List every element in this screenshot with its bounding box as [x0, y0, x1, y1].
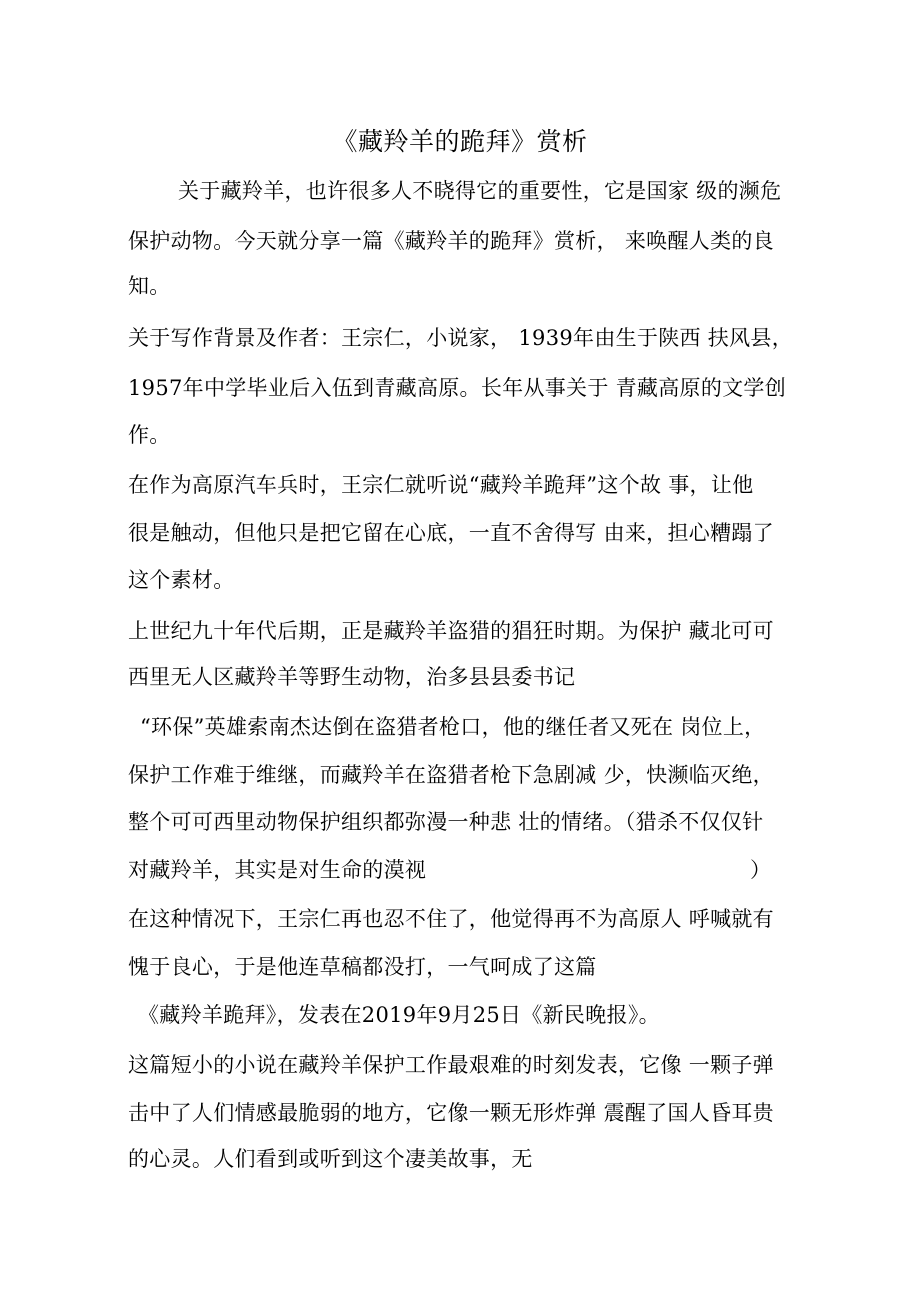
paragraph-line: 1957年中学毕业后入伍到青藏高原。长年从事关于 青藏高原的文学创	[128, 376, 787, 400]
paragraph-line: 《藏羚羊跪拜》，发表在2019年9月25日《新民晚报》。	[138, 1003, 660, 1027]
paragraph-line: 知。	[128, 274, 171, 298]
paragraph-line: ）	[750, 858, 772, 882]
paragraph-line: 保护动物。今天就分享一篇《藏羚羊的跪拜》赏析， 来唤醒人类的良	[128, 229, 774, 253]
paragraph-line: 这个素材。	[128, 568, 235, 592]
paragraph-line: 在作为高原汽车兵时，王宗仁就听说“藏羚羊跪拜”这个故 事，让他	[128, 473, 754, 497]
paragraph-line: 击中了人们情感最脆弱的地方，它像一颗无形炸弹 震醒了国人昏耳贵	[128, 1101, 774, 1125]
paragraph-line: 作。	[128, 423, 171, 447]
paragraph-line: 在这种情况下，王宗仁再也忍不住了，他觉得再不为高原人 呼喊就有	[128, 907, 774, 931]
paragraph-line: 西里无人区藏羚羊等野生动物，治多县县委书记	[128, 665, 576, 689]
paragraph-line: 对藏羚羊，其实是对生命的漠视	[128, 858, 427, 882]
paragraph-line: “环保”英雄索南杰达倒在盗猎者枪口，他的继任者又死在 岗位上，	[140, 715, 766, 739]
paragraph-line: 这篇短小的小说在藏羚羊保护工作最艰难的时刻发表，它像 一颗子弹	[128, 1053, 774, 1077]
paragraph-line: 关于藏羚羊，也许很多人不晓得它的重要性，它是国家 级的濒危	[178, 179, 782, 203]
paragraph-line: 愧于良心，于是他连草稿都没打，一气呵成了这篇	[128, 955, 597, 979]
document-title: 《藏羚羊的跪拜》赏析	[332, 127, 588, 156]
paragraph-line: 很是触动，但他只是把它留在心底，一直不舍得写 由来，担心糟蹋了	[128, 521, 774, 545]
paragraph-line: 保护工作难于维继，而藏羚羊在盗猎者枪下急剧减 少，快濒临灭绝，	[128, 763, 774, 787]
paragraph-line: 关于写作背景及作者：王宗仁，小说家， 1939年由生于陕西 扶风县，	[128, 326, 793, 350]
paragraph-line: 上世纪九十年代后期，正是藏羚羊盗猎的猖狂时期。为保护 藏北可可	[128, 619, 774, 643]
paragraph-line: 整个可可西里动物保护组织都弥漫一种悲 壮的情绪。（猎杀不仅仅针	[128, 810, 764, 834]
paragraph-line: 的心灵。人们看到或听到这个凄美故事，无	[128, 1147, 533, 1171]
